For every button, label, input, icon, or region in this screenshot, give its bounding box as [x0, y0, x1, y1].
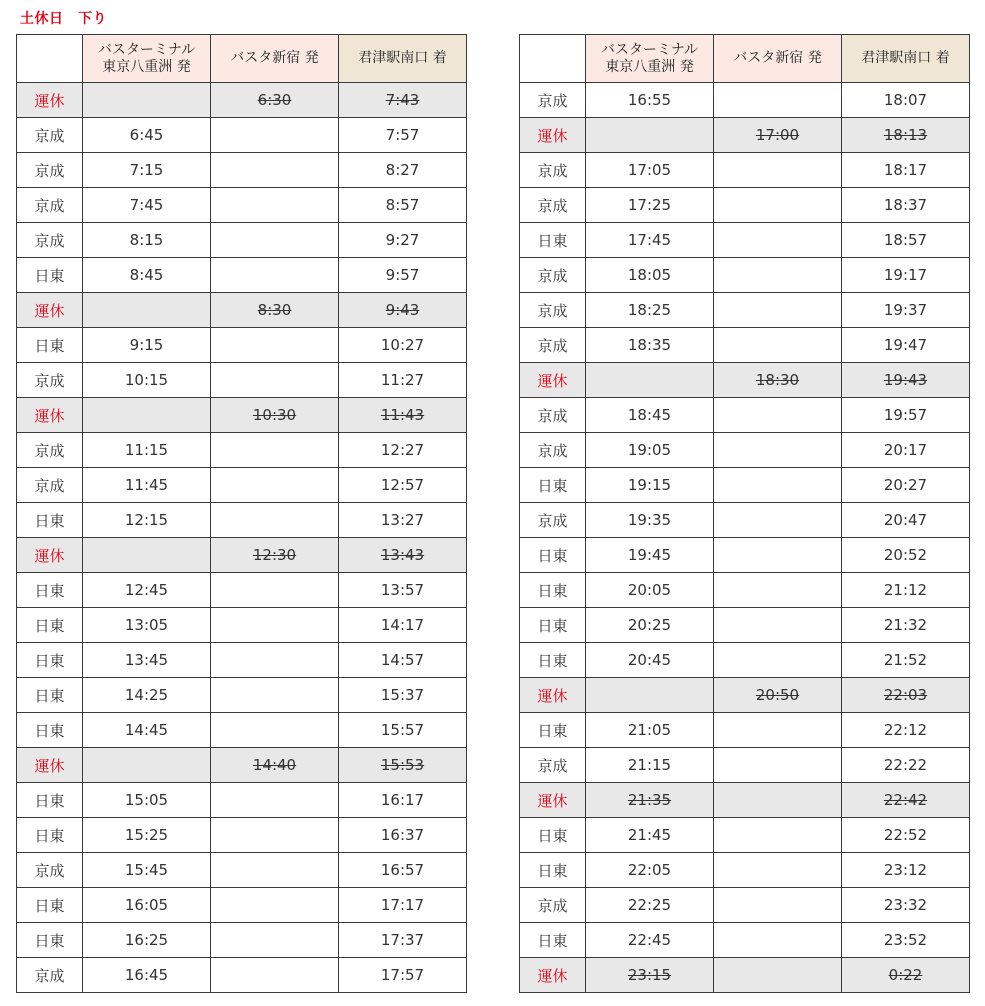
- kimitsu-arrival-cell: 19:17: [842, 258, 970, 293]
- header-kimitsu: 君津駅南口 着: [339, 35, 467, 83]
- kimitsu-arrival-cell: 16:37: [339, 818, 467, 853]
- table-row: [17, 818, 467, 853]
- table-row: [17, 608, 467, 643]
- kimitsu-arrival-cell: 15:37: [339, 678, 467, 713]
- operator-cell: 京成: [17, 468, 83, 503]
- shinjuku-departure-cell: 8:30: [211, 293, 339, 328]
- shinjuku-departure-cell: [211, 188, 339, 223]
- shinjuku-departure-cell: [211, 258, 339, 293]
- kimitsu-arrival-cell: 22:52: [842, 818, 970, 853]
- operator-cell: 日東: [17, 923, 83, 958]
- tokyo-departure-cell: 17:05: [586, 153, 714, 188]
- table-row: [520, 223, 970, 258]
- tokyo-departure-cell: 16:05: [83, 888, 211, 923]
- shinjuku-departure-cell: [714, 713, 842, 748]
- operator-cell: 運休: [17, 748, 83, 783]
- operator-cell: 京成: [17, 153, 83, 188]
- table-row-cancelled: [17, 293, 467, 328]
- table-row: [520, 433, 970, 468]
- header-tokyo-yaesu: [586, 35, 714, 83]
- tokyo-departure-cell: [83, 293, 211, 328]
- shinjuku-departure-cell: [211, 328, 339, 363]
- table-row-cancelled: [520, 958, 970, 993]
- tokyo-departure-cell: 11:45: [83, 468, 211, 503]
- kimitsu-arrival-cell: 20:27: [842, 468, 970, 503]
- tokyo-departure-cell: 21:45: [586, 818, 714, 853]
- kimitsu-arrival-cell: 9:27: [339, 223, 467, 258]
- operator-cell: 日東: [520, 573, 586, 608]
- shinjuku-departure-cell: [714, 643, 842, 678]
- kimitsu-arrival-cell: 13:27: [339, 503, 467, 538]
- shinjuku-departure-cell: [211, 153, 339, 188]
- table-row: [520, 398, 970, 433]
- kimitsu-arrival-cell: 8:27: [339, 153, 467, 188]
- table-row: [17, 223, 467, 258]
- table-row: [520, 923, 970, 958]
- header-tokyo-text: バスターミナル 東京八重洲 発: [600, 41, 699, 75]
- shinjuku-departure-cell: [211, 678, 339, 713]
- kimitsu-arrival-cell: 17:57: [339, 958, 467, 993]
- table-row: [17, 783, 467, 818]
- operator-cell: 日東: [17, 678, 83, 713]
- operator-cell: 日東: [17, 573, 83, 608]
- kimitsu-arrival-cell: 20:17: [842, 433, 970, 468]
- tokyo-departure-cell: 21:05: [586, 713, 714, 748]
- table-row-cancelled: [17, 398, 467, 433]
- kimitsu-arrival-cell: 12:27: [339, 433, 467, 468]
- table-row: [17, 888, 467, 923]
- kimitsu-arrival-cell: 11:27: [339, 363, 467, 398]
- table-row: [520, 468, 970, 503]
- operator-cell: 京成: [520, 748, 586, 783]
- kimitsu-arrival-cell: 18:17: [842, 153, 970, 188]
- tokyo-departure-cell: 20:05: [586, 573, 714, 608]
- operator-cell: 運休: [17, 83, 83, 118]
- kimitsu-arrival-cell: 13:57: [339, 573, 467, 608]
- operator-cell: 京成: [520, 153, 586, 188]
- timetable-left: [16, 34, 467, 993]
- kimitsu-arrival-cell: 23:32: [842, 888, 970, 923]
- kimitsu-arrival-cell: 15:53: [339, 748, 467, 783]
- shinjuku-departure-cell: [211, 888, 339, 923]
- operator-cell: 日東: [17, 258, 83, 293]
- shinjuku-departure-cell: [211, 923, 339, 958]
- table-row-cancelled: [520, 118, 970, 153]
- kimitsu-arrival-cell: 14:17: [339, 608, 467, 643]
- operator-cell: 日東: [17, 713, 83, 748]
- table-row: [17, 923, 467, 958]
- shinjuku-departure-cell: [714, 153, 842, 188]
- tokyo-departure-cell: 11:15: [83, 433, 211, 468]
- operator-cell: 日東: [17, 643, 83, 678]
- kimitsu-arrival-cell: 18:13: [842, 118, 970, 153]
- table-row: [520, 573, 970, 608]
- tokyo-departure-cell: 18:25: [586, 293, 714, 328]
- tokyo-departure-cell: 9:15: [83, 328, 211, 363]
- kimitsu-arrival-cell: 20:52: [842, 538, 970, 573]
- page-title: 土休日 下り: [20, 11, 107, 27]
- table-row: [520, 643, 970, 678]
- shinjuku-departure-cell: [714, 888, 842, 923]
- shinjuku-departure-cell: 14:40: [211, 748, 339, 783]
- tokyo-departure-cell: 18:05: [586, 258, 714, 293]
- tokyo-departure-cell: 8:45: [83, 258, 211, 293]
- tokyo-departure-cell: 20:25: [586, 608, 714, 643]
- tokyo-departure-cell: 6:45: [83, 118, 211, 153]
- shinjuku-departure-cell: [714, 223, 842, 258]
- tokyo-departure-cell: [83, 83, 211, 118]
- table-row: [520, 188, 970, 223]
- header-operator: [17, 35, 83, 83]
- tokyo-departure-cell: 7:45: [83, 188, 211, 223]
- timetable-right: [519, 34, 970, 993]
- shinjuku-departure-cell: [211, 503, 339, 538]
- operator-cell: 京成: [520, 258, 586, 293]
- kimitsu-arrival-cell: 8:57: [339, 188, 467, 223]
- tokyo-departure-cell: [83, 398, 211, 433]
- table-row-cancelled: [17, 83, 467, 118]
- operator-cell: 京成: [520, 398, 586, 433]
- tokyo-departure-cell: 20:45: [586, 643, 714, 678]
- tokyo-departure-cell: 18:45: [586, 398, 714, 433]
- kimitsu-arrival-cell: 0:22: [842, 958, 970, 993]
- table-row: [17, 363, 467, 398]
- table-row-cancelled: [520, 678, 970, 713]
- tokyo-departure-cell: 15:05: [83, 783, 211, 818]
- operator-cell: 京成: [520, 888, 586, 923]
- table-row: [17, 573, 467, 608]
- table-row-cancelled: [520, 783, 970, 818]
- header-tokyo-yaesu: [83, 35, 211, 83]
- table-row: [17, 713, 467, 748]
- kimitsu-arrival-cell: 23:52: [842, 923, 970, 958]
- table-row: [17, 678, 467, 713]
- shinjuku-departure-cell: 18:30: [714, 363, 842, 398]
- shinjuku-departure-cell: [714, 923, 842, 958]
- tokyo-departure-cell: 22:45: [586, 923, 714, 958]
- table-row: [520, 328, 970, 363]
- tokyo-departure-cell: 10:15: [83, 363, 211, 398]
- operator-cell: 日東: [520, 713, 586, 748]
- table-row: [17, 258, 467, 293]
- kimitsu-arrival-cell: 18:57: [842, 223, 970, 258]
- kimitsu-arrival-cell: 23:12: [842, 853, 970, 888]
- kimitsu-arrival-cell: 13:43: [339, 538, 467, 573]
- kimitsu-arrival-cell: 19:57: [842, 398, 970, 433]
- kimitsu-arrival-cell: 11:43: [339, 398, 467, 433]
- kimitsu-arrival-cell: 21:52: [842, 643, 970, 678]
- tokyo-departure-cell: 14:25: [83, 678, 211, 713]
- shinjuku-departure-cell: [714, 608, 842, 643]
- tokyo-departure-cell: [586, 118, 714, 153]
- tokyo-departure-cell: 16:45: [83, 958, 211, 993]
- operator-cell: 運休: [17, 398, 83, 433]
- operator-cell: 日東: [520, 853, 586, 888]
- kimitsu-arrival-cell: 19:47: [842, 328, 970, 363]
- shinjuku-departure-cell: [714, 293, 842, 328]
- kimitsu-arrival-cell: 16:57: [339, 853, 467, 888]
- tokyo-departure-cell: 18:35: [586, 328, 714, 363]
- operator-cell: 京成: [520, 293, 586, 328]
- operator-cell: 運休: [520, 958, 586, 993]
- tokyo-departure-cell: [586, 363, 714, 398]
- kimitsu-arrival-cell: 7:57: [339, 118, 467, 153]
- kimitsu-arrival-cell: 21:12: [842, 573, 970, 608]
- shinjuku-departure-cell: [714, 468, 842, 503]
- tokyo-departure-cell: 12:45: [83, 573, 211, 608]
- shinjuku-departure-cell: 12:30: [211, 538, 339, 573]
- table-row: [520, 83, 970, 118]
- tokyo-departure-cell: 22:25: [586, 888, 714, 923]
- shinjuku-departure-cell: [714, 853, 842, 888]
- shinjuku-departure-cell: 6:30: [211, 83, 339, 118]
- timetable-right-body: [520, 83, 970, 993]
- shinjuku-departure-cell: [211, 783, 339, 818]
- table-row: [520, 258, 970, 293]
- table-row: [520, 818, 970, 853]
- header-busta-shinjuku: バスタ新宿 発: [211, 35, 339, 83]
- table-row: [520, 608, 970, 643]
- operator-cell: 運休: [17, 538, 83, 573]
- table-row: [520, 153, 970, 188]
- shinjuku-departure-cell: [211, 433, 339, 468]
- tokyo-departure-cell: 8:15: [83, 223, 211, 258]
- operator-cell: 京成: [17, 223, 83, 258]
- kimitsu-arrival-cell: 10:27: [339, 328, 467, 363]
- kimitsu-arrival-cell: 18:07: [842, 83, 970, 118]
- table-row: [520, 503, 970, 538]
- shinjuku-departure-cell: [211, 643, 339, 678]
- shinjuku-departure-cell: [211, 573, 339, 608]
- shinjuku-departure-cell: [211, 363, 339, 398]
- operator-cell: 日東: [520, 223, 586, 258]
- operator-cell: 日東: [17, 328, 83, 363]
- table-row: [17, 853, 467, 888]
- shinjuku-departure-cell: 20:50: [714, 678, 842, 713]
- shinjuku-departure-cell: [714, 818, 842, 853]
- operator-cell: 日東: [520, 538, 586, 573]
- operator-cell: 運休: [520, 118, 586, 153]
- tokyo-departure-cell: 19:35: [586, 503, 714, 538]
- header-tokyo-text: バスターミナル 東京八重洲 発: [97, 41, 196, 75]
- shinjuku-departure-cell: [211, 818, 339, 853]
- kimitsu-arrival-cell: 19:37: [842, 293, 970, 328]
- tokyo-departure-cell: 19:05: [586, 433, 714, 468]
- tokyo-departure-cell: [83, 538, 211, 573]
- table-row: [17, 188, 467, 223]
- kimitsu-arrival-cell: 14:57: [339, 643, 467, 678]
- kimitsu-arrival-cell: 20:47: [842, 503, 970, 538]
- tokyo-departure-cell: 19:15: [586, 468, 714, 503]
- operator-cell: 京成: [17, 958, 83, 993]
- table-row: [17, 433, 467, 468]
- shinjuku-departure-cell: [211, 468, 339, 503]
- kimitsu-arrival-cell: 22:22: [842, 748, 970, 783]
- tokyo-departure-cell: 17:45: [586, 223, 714, 258]
- tokyo-departure-cell: 13:05: [83, 608, 211, 643]
- kimitsu-arrival-cell: 22:03: [842, 678, 970, 713]
- kimitsu-arrival-cell: 7:43: [339, 83, 467, 118]
- header-row: [17, 35, 467, 83]
- kimitsu-arrival-cell: 17:17: [339, 888, 467, 923]
- kimitsu-arrival-cell: 16:17: [339, 783, 467, 818]
- tokyo-departure-cell: 22:05: [586, 853, 714, 888]
- kimitsu-arrival-cell: 12:57: [339, 468, 467, 503]
- operator-cell: 京成: [520, 188, 586, 223]
- table-row: [17, 503, 467, 538]
- header-kimitsu: 君津駅南口 着: [842, 35, 970, 83]
- tokyo-departure-cell: [83, 748, 211, 783]
- operator-cell: 運休: [520, 678, 586, 713]
- shinjuku-departure-cell: [211, 853, 339, 888]
- tokyo-departure-cell: 16:55: [586, 83, 714, 118]
- header-operator: [520, 35, 586, 83]
- shinjuku-departure-cell: 10:30: [211, 398, 339, 433]
- operator-cell: 日東: [520, 923, 586, 958]
- shinjuku-departure-cell: [714, 503, 842, 538]
- operator-cell: 京成: [17, 363, 83, 398]
- operator-cell: 日東: [17, 888, 83, 923]
- table-row: [520, 713, 970, 748]
- tokyo-departure-cell: 12:15: [83, 503, 211, 538]
- kimitsu-arrival-cell: 9:43: [339, 293, 467, 328]
- tokyo-departure-cell: 16:25: [83, 923, 211, 958]
- shinjuku-departure-cell: [211, 118, 339, 153]
- table-row: [17, 958, 467, 993]
- tokyo-departure-cell: [586, 678, 714, 713]
- kimitsu-arrival-cell: 17:37: [339, 923, 467, 958]
- table-row: [17, 118, 467, 153]
- operator-cell: 日東: [17, 783, 83, 818]
- table-row: [17, 153, 467, 188]
- operator-cell: 日東: [520, 643, 586, 678]
- operator-cell: 京成: [17, 433, 83, 468]
- operator-cell: 京成: [17, 188, 83, 223]
- operator-cell: 京成: [520, 83, 586, 118]
- tokyo-departure-cell: 7:15: [83, 153, 211, 188]
- shinjuku-departure-cell: [714, 83, 842, 118]
- shinjuku-departure-cell: [714, 328, 842, 363]
- kimitsu-arrival-cell: 21:32: [842, 608, 970, 643]
- tokyo-departure-cell: 15:25: [83, 818, 211, 853]
- shinjuku-departure-cell: [714, 783, 842, 818]
- table-row: [520, 888, 970, 923]
- operator-cell: 日東: [17, 818, 83, 853]
- operator-cell: 京成: [520, 328, 586, 363]
- timetable-left-body: [17, 83, 467, 993]
- shinjuku-departure-cell: [714, 538, 842, 573]
- table-row: [520, 853, 970, 888]
- kimitsu-arrival-cell: 15:57: [339, 713, 467, 748]
- kimitsu-arrival-cell: 19:43: [842, 363, 970, 398]
- header-busta-shinjuku: バスタ新宿 発: [714, 35, 842, 83]
- kimitsu-arrival-cell: 18:37: [842, 188, 970, 223]
- tokyo-departure-cell: 19:45: [586, 538, 714, 573]
- shinjuku-departure-cell: [211, 223, 339, 258]
- shinjuku-departure-cell: [714, 958, 842, 993]
- operator-cell: 日東: [520, 818, 586, 853]
- operator-cell: 日東: [17, 608, 83, 643]
- table-row-cancelled: [17, 748, 467, 783]
- kimitsu-arrival-cell: 22:12: [842, 713, 970, 748]
- table-row: [17, 468, 467, 503]
- shinjuku-departure-cell: [714, 433, 842, 468]
- shinjuku-departure-cell: [714, 188, 842, 223]
- table-row-cancelled: [17, 538, 467, 573]
- table-row: [520, 748, 970, 783]
- operator-cell: 京成: [520, 503, 586, 538]
- shinjuku-departure-cell: [211, 958, 339, 993]
- shinjuku-departure-cell: [714, 573, 842, 608]
- operator-cell: 日東: [520, 468, 586, 503]
- kimitsu-arrival-cell: 9:57: [339, 258, 467, 293]
- tokyo-departure-cell: 14:45: [83, 713, 211, 748]
- operator-cell: 日東: [17, 503, 83, 538]
- shinjuku-departure-cell: [211, 608, 339, 643]
- tokyo-departure-cell: 13:45: [83, 643, 211, 678]
- table-row: [17, 643, 467, 678]
- operator-cell: 運休: [17, 293, 83, 328]
- table-row: [520, 538, 970, 573]
- shinjuku-departure-cell: [211, 713, 339, 748]
- shinjuku-departure-cell: 17:00: [714, 118, 842, 153]
- header-row: [520, 35, 970, 83]
- tokyo-departure-cell: 15:45: [83, 853, 211, 888]
- operator-cell: 運休: [520, 363, 586, 398]
- kimitsu-arrival-cell: 22:42: [842, 783, 970, 818]
- shinjuku-departure-cell: [714, 398, 842, 433]
- operator-cell: 京成: [520, 433, 586, 468]
- operator-cell: 日東: [520, 608, 586, 643]
- tokyo-departure-cell: 23:15: [586, 958, 714, 993]
- operator-cell: 京成: [17, 118, 83, 153]
- table-row: [520, 293, 970, 328]
- tokyo-departure-cell: 21:15: [586, 748, 714, 783]
- operator-cell: 運休: [520, 783, 586, 818]
- table-row: [17, 328, 467, 363]
- shinjuku-departure-cell: [714, 748, 842, 783]
- tokyo-departure-cell: 21:35: [586, 783, 714, 818]
- shinjuku-departure-cell: [714, 258, 842, 293]
- tokyo-departure-cell: 17:25: [586, 188, 714, 223]
- table-row-cancelled: [520, 363, 970, 398]
- operator-cell: 京成: [17, 853, 83, 888]
